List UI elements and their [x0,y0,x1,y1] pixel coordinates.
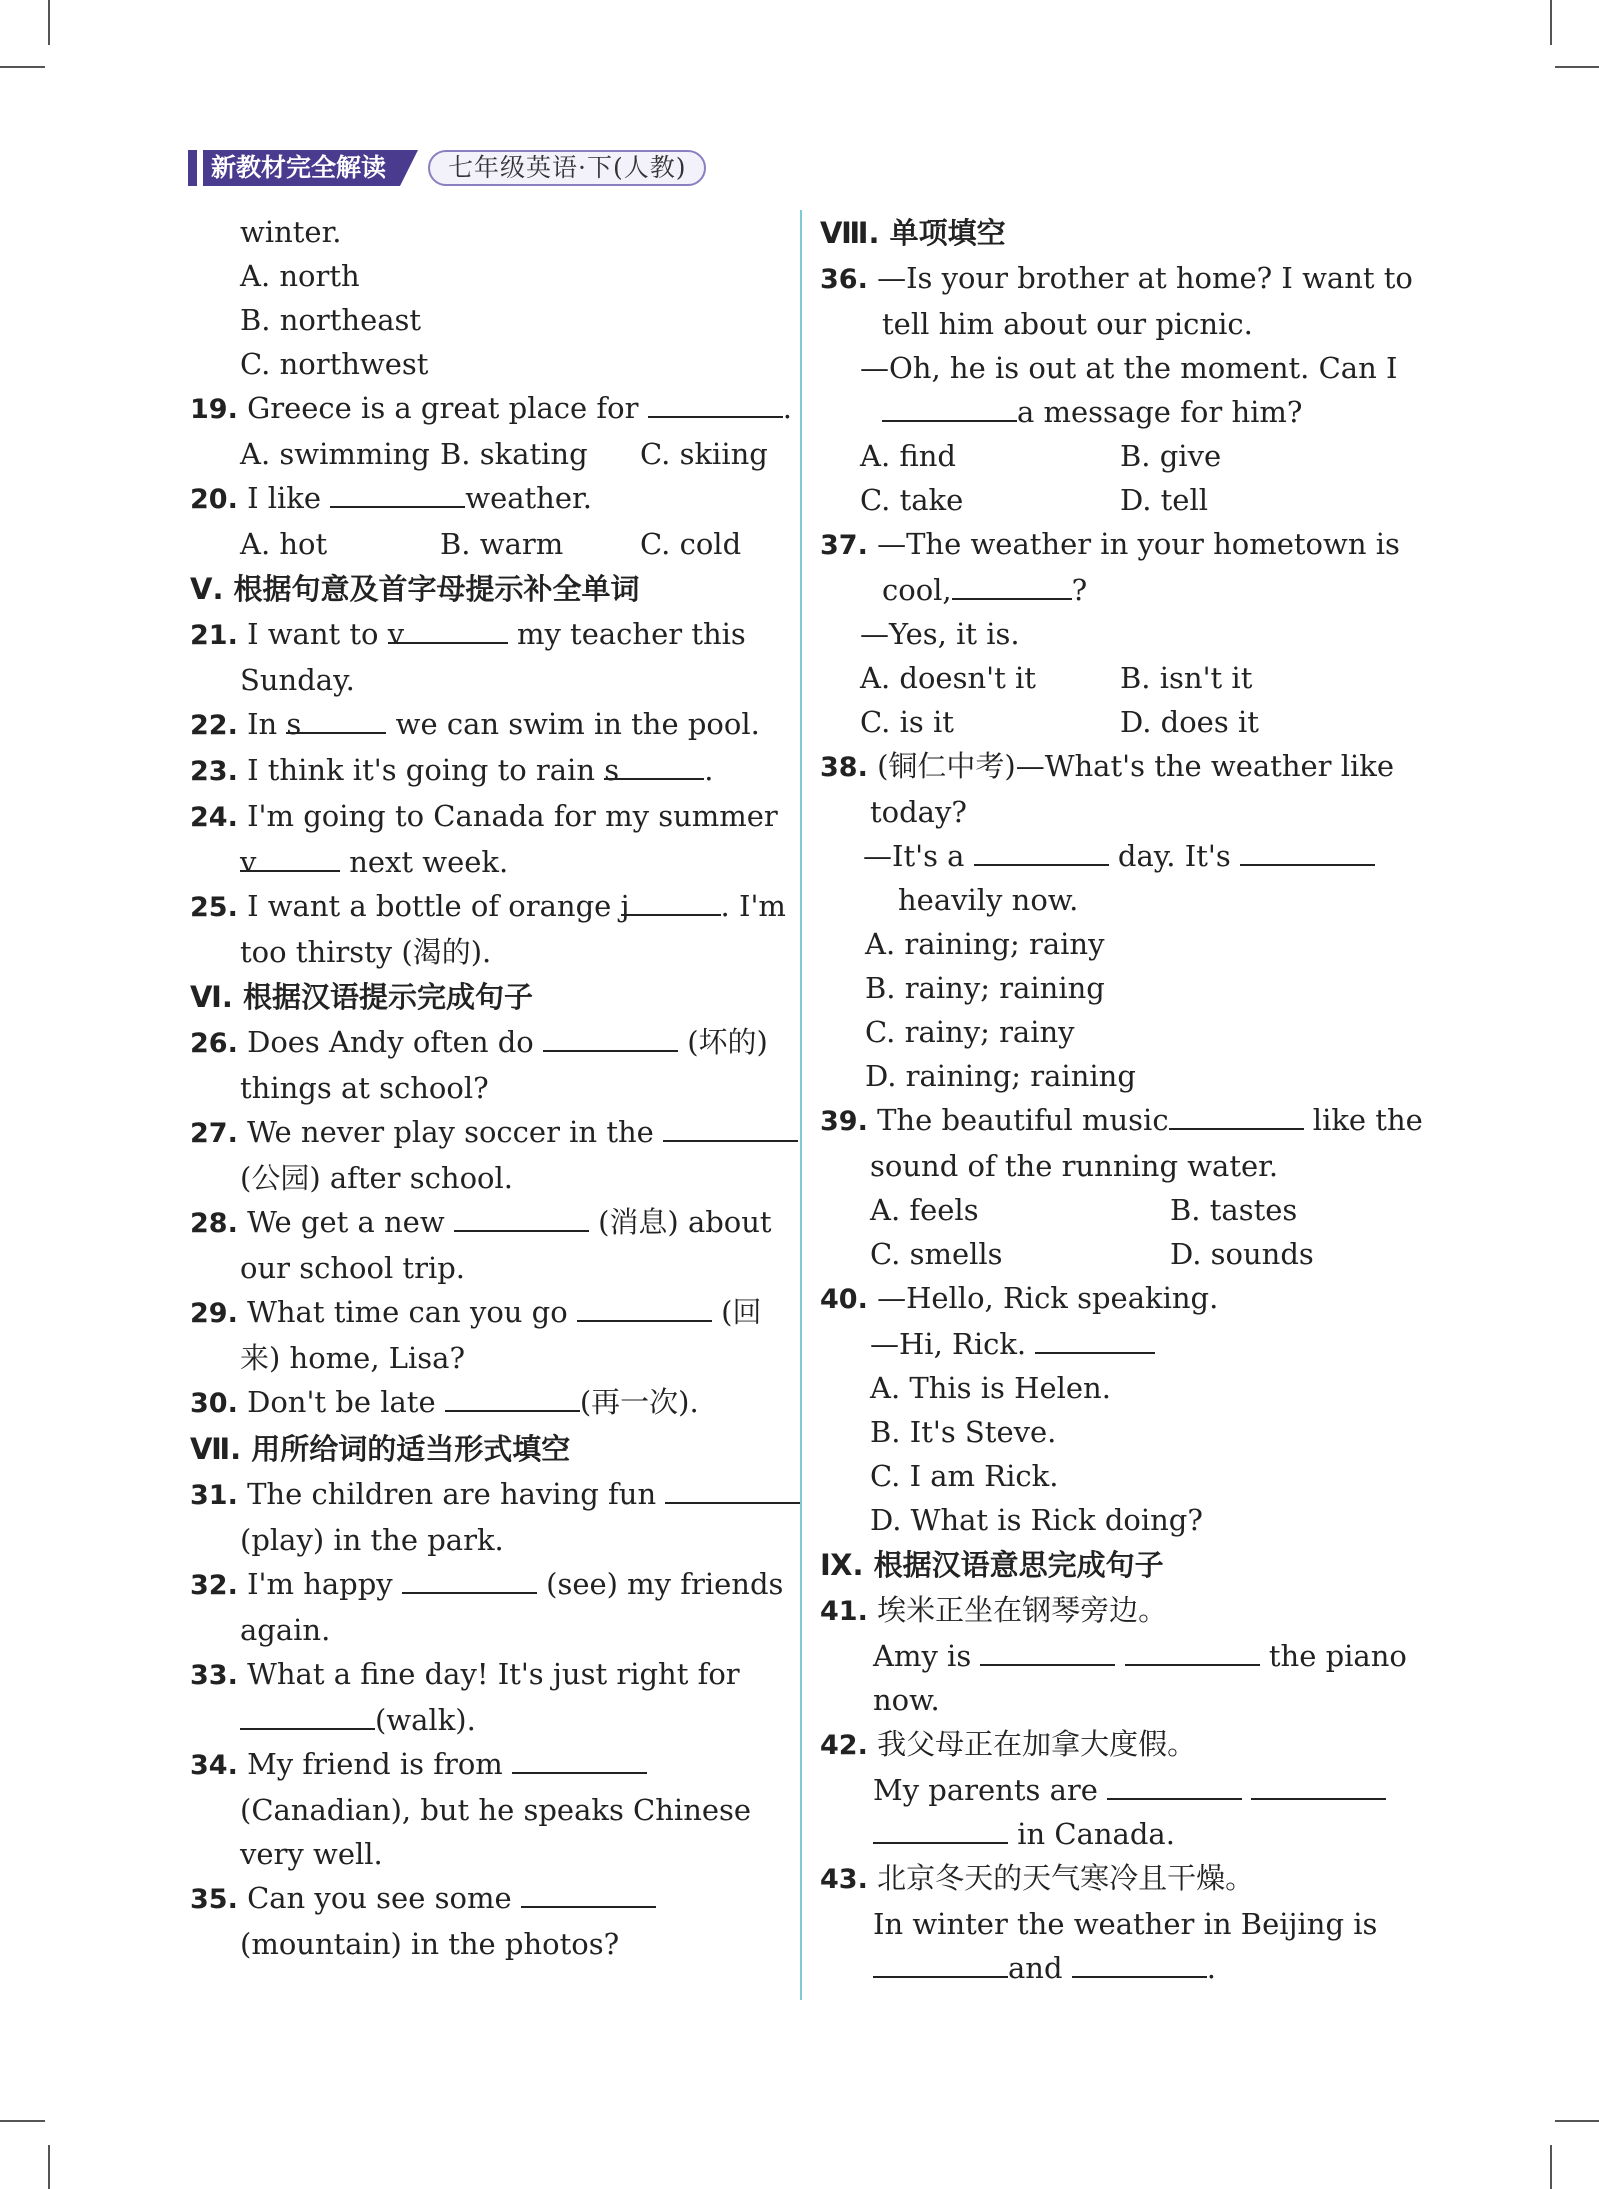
answer-blank[interactable] [240,1698,375,1730]
option: B. northeast [240,303,422,337]
question-number: 28. [190,1208,238,1239]
option: B. rainy; raining [865,971,1105,1005]
question-text: —Hi, Rick. [870,1327,1027,1361]
answer-blank[interactable] [648,386,783,418]
question-40-cont [820,1322,1410,1366]
crop-mark [1550,2145,1552,2189]
option: C. cold [640,527,742,561]
options-row [190,522,780,566]
chinese-hint: (消息) about [598,1205,772,1239]
question-42-cont [820,1768,1410,1812]
question-text: —Hello, Rick speaking. [877,1281,1219,1315]
question-text: I like [247,481,322,515]
question-21 [190,612,780,658]
question-number: 22. [190,710,238,741]
question-text: now. [873,1683,940,1717]
crop-mark [48,0,50,45]
section-heading: Ⅸ. 根据汉语意思完成句子 [820,1548,1164,1582]
question-number: 20. [190,484,238,515]
question-36-cont [820,390,1410,434]
chinese-sentence: 北京冬天的天气寒冷且干燥。 [877,1861,1255,1895]
question-text: (Canadian), but he speaks Chinese [240,1793,752,1827]
page-header [188,150,706,186]
option: B. isn't it [1120,661,1253,695]
option: B. It's Steve. [870,1415,1057,1449]
question-text: weather. [465,481,592,515]
question-number: 39. [820,1106,868,1137]
question-text: —Is your brother at home? I want to [877,261,1413,295]
question-42-cont2 [820,1812,1410,1856]
option: B. give [1120,439,1222,473]
answer-blank[interactable] [445,1380,580,1412]
options-row [190,432,780,476]
hint-letter: v [387,617,405,651]
question-36 [820,256,1413,302]
question-41-cont [820,1634,1410,1678]
question-number: 29. [190,1298,238,1329]
question-text: (公园) after school. [240,1161,513,1195]
question-41 [820,1588,1410,1634]
crop-mark [1555,66,1599,68]
header-triangle [400,150,418,186]
answer-blank[interactable] [1107,1768,1242,1800]
answer-blank[interactable] [521,1876,656,1908]
question-number: 34. [190,1750,238,1781]
question-text: —Oh, he is out at the moment. Can I [860,351,1398,385]
chinese-sentence: 埃米正坐在钢琴旁边。 [877,1593,1168,1627]
book-title: 新教材完全解读 [203,150,400,186]
question-number: 21. [190,620,238,651]
question-text: My parents are [873,1773,1098,1807]
question-19 [190,386,792,432]
option: C. smells [870,1237,1003,1271]
question-text: the piano [1268,1639,1407,1673]
options-row [820,656,1410,700]
option: C. take [860,483,964,517]
question-number: 24. [190,802,238,833]
question-number: 43. [820,1864,868,1895]
question-number: 37. [820,530,868,561]
crop-mark [1550,0,1552,45]
question-text: today? [870,795,967,829]
question-24-cont [190,840,780,884]
answer-blank[interactable] [974,834,1109,866]
answer-blank[interactable] [1240,834,1375,866]
question-text: . I'm [720,889,786,923]
hint-letter: s [286,707,302,741]
question-text: The children are having fun [247,1477,657,1511]
option: C. rainy; rainy [865,1015,1075,1049]
chinese-hint: (再一次). [579,1385,699,1419]
question-text: What a fine day! It's just right for [247,1657,740,1691]
crop-mark [0,66,45,68]
question-text: I want to [247,617,379,651]
option: D. tell [1120,483,1209,517]
answer-blank[interactable] [1125,1634,1260,1666]
question-22 [190,702,780,748]
crop-mark [1555,2120,1599,2122]
answer-blank[interactable] [620,884,721,923]
question-text: we can swim in the pool. [395,707,760,741]
question-text: . [1206,1951,1216,1985]
question-text: We never play soccer in the [247,1115,654,1149]
option: A. hot [240,527,328,561]
option: C. skiing [640,437,768,471]
section-heading: Ⅷ. 单项填空 [820,216,1006,250]
left-column [190,210,792,1966]
column-divider [800,210,802,2000]
question-26 [190,1020,780,1066]
options-row [820,700,1410,744]
question-text: (mountain) in the photos? [240,1927,620,1961]
option: A. doesn't it [860,661,1036,695]
answer-blank[interactable] [663,1110,798,1142]
answer-blank[interactable] [1169,1098,1304,1130]
answer-blank[interactable] [512,1742,647,1774]
question-text: ? [1071,573,1088,607]
option: A. raining; rainy [865,927,1105,961]
question-text: heavily now. [898,883,1079,917]
question-number: 33. [190,1660,238,1691]
question-text: too thirsty (渴的). [240,935,492,969]
option: D. sounds [1170,1237,1314,1271]
question-42 [820,1722,1410,1768]
question-number: 27. [190,1118,238,1149]
question-number: 26. [190,1028,238,1059]
answer-blank[interactable] [882,390,1017,422]
question-text: In [247,707,278,741]
question-32 [190,1562,784,1608]
question-29 [190,1290,780,1336]
option: D. raining; raining [865,1059,1136,1093]
question-text: very well. [240,1837,383,1871]
answer-blank[interactable] [980,1634,1115,1666]
question-text: —The weather in your hometown is [877,527,1400,561]
question-text: and [1008,1951,1063,1985]
question-text: —Yes, it is. [860,617,1020,651]
question-number: 35. [190,1884,238,1915]
option: A. swimming [240,437,430,471]
question-text: In winter the weather in Beijing is [873,1907,1378,1941]
question-text: . [704,753,714,787]
question-23 [190,748,780,794]
answer-blank[interactable] [330,476,465,508]
answer-blank[interactable] [873,1946,1008,1978]
question-text: The beautiful music [877,1103,1169,1137]
question-text: Don't be late [247,1385,436,1419]
question-40 [820,1276,1410,1322]
crop-mark [48,2145,50,2189]
option: D. What is Rick doing? [870,1503,1203,1537]
question-number: 38. [820,752,868,783]
question-35 [190,1876,780,1922]
question-43 [820,1856,1410,1902]
question-33-cont [190,1698,780,1742]
header-accent [188,150,197,186]
option: C. northwest [240,347,429,381]
answer-blank[interactable] [577,1290,712,1322]
answer-blank[interactable] [1251,1768,1386,1800]
question-text: in Canada. [1017,1817,1175,1851]
question-24 [190,794,780,840]
answer-blank[interactable] [387,612,508,651]
question-text: I'm going to Canada for my summer [247,799,778,833]
crop-mark [0,2120,45,2122]
question-text: next week. [349,845,509,879]
question-text: —It's a [863,839,965,873]
question-text: (walk). [375,1703,476,1737]
question-text: Does Andy often do [247,1025,534,1059]
question-43-cont [820,1946,1410,1990]
question-text: day. It's [1117,839,1231,873]
question-number: 41. [820,1596,868,1627]
question-number: 30. [190,1388,238,1419]
question-text: We get a new [247,1205,445,1239]
chinese-hint: (回 [721,1295,762,1329]
hint-letter: v [240,845,257,879]
section-heading: Ⅶ. 用所给词的适当形式填空 [190,1432,571,1466]
question-text: I think it's going to rain [247,753,596,787]
answer-blank[interactable] [873,1812,1008,1844]
question-text: . [782,391,792,425]
option: C. is it [860,705,954,739]
chinese-hint: (坏的) [687,1025,768,1059]
question-text: cool, [882,573,952,607]
question-text: again. [240,1613,331,1647]
answer-blank[interactable] [604,748,704,787]
question-38 [820,744,1410,790]
option: B. tastes [1170,1193,1298,1227]
question-text: my teacher this [516,617,746,651]
question-text: like the [1312,1103,1423,1137]
answer-blank[interactable] [240,840,340,879]
question-34 [190,1742,780,1788]
answer-blank[interactable] [402,1562,537,1594]
right-column [820,210,1423,1990]
book-subtitle: 七年级英语·下(人教) [428,150,706,186]
question-text: My friend is from [247,1747,503,1781]
question-text: 来) home, Lisa? [240,1341,466,1375]
option: B. warm [440,527,564,561]
question-37-cont [820,568,1410,612]
question-text: Can you see some [247,1881,512,1915]
question-text: tell him about our picnic. [882,307,1253,341]
chinese-sentence: 我父母正在加拿大度假。 [877,1727,1197,1761]
section-heading: Ⅵ. 根据汉语提示完成句子 [190,980,533,1014]
question-38-cont [820,834,1410,878]
answer-blank[interactable] [543,1020,678,1052]
question-30 [190,1380,780,1426]
question-28 [190,1200,780,1246]
question-text: Greece is a great place for [247,391,639,425]
question-text: Sunday. [240,663,355,697]
answer-blank[interactable] [1035,1322,1155,1354]
options-row [820,1232,1410,1276]
question-number: 40. [820,1284,868,1315]
option: B. skating [440,437,588,471]
question-text: I want a bottle of orange [247,889,612,923]
question-number: 25. [190,892,238,923]
section-heading: Ⅴ. 根据句意及首字母提示补全单词 [190,572,640,606]
option: D. does it [1120,705,1259,739]
answer-blank[interactable] [286,702,386,741]
hint-letter: j [620,889,630,923]
question-text: a message for him? [1017,395,1303,429]
question-text: (铜仁中考)—What's the weather like [877,749,1395,783]
hint-letter: s [604,753,620,787]
answer-blank[interactable] [665,1472,800,1504]
question-20 [190,476,780,522]
options-row [820,434,1410,478]
question-number: 23. [190,756,238,787]
question-text: Amy is [873,1639,972,1673]
option: A. feels [870,1193,979,1227]
answer-blank[interactable] [1072,1946,1207,1978]
option: A. This is Helen. [870,1371,1111,1405]
question-31 [190,1472,780,1518]
question-text: our school trip. [240,1251,466,1285]
question-39 [820,1098,1423,1144]
option: A. find [860,439,956,473]
question-number: 36. [820,264,868,295]
option: C. I am Rick. [870,1459,1059,1493]
question-33 [190,1652,780,1698]
question-text: What time can you go [247,1295,568,1329]
question-number: 42. [820,1730,868,1761]
question-27 [190,1110,780,1156]
answer-blank[interactable] [454,1200,589,1232]
question-number: 19. [190,394,238,425]
option: A. north [240,259,360,293]
question-text: things at school? [240,1071,489,1105]
question-text: (see) my friends [546,1567,784,1601]
question-25 [190,884,786,930]
answer-blank[interactable] [952,568,1072,600]
question-number: 31. [190,1480,238,1511]
q18-tail: winter. [240,215,342,249]
options-row [820,478,1410,522]
options-row [820,1188,1410,1232]
question-number: 32. [190,1570,238,1601]
question-text: I'm happy [247,1567,393,1601]
question-text: (play) in the park. [240,1523,504,1557]
question-text: sound of the running water. [870,1149,1279,1183]
question-37 [820,522,1410,568]
